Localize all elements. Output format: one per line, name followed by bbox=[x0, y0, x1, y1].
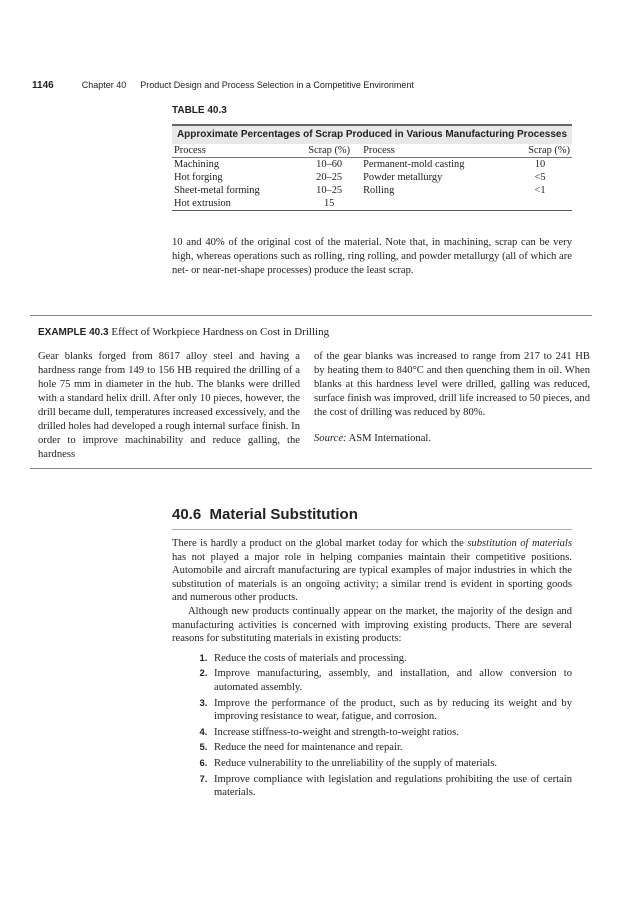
chapter-title: Product Design and Process Selection in a Competitive Environment bbox=[140, 80, 414, 90]
table-row bbox=[172, 184, 572, 197]
list-item: 1. Reduce the costs of materials and processing. bbox=[210, 652, 572, 666]
col-header: Scrap (%) bbox=[297, 144, 361, 158]
cell: <1 bbox=[534, 185, 546, 196]
cell: <5 bbox=[534, 172, 546, 183]
example-left-column: Gear blanks forged from 8617 alloy steel and having a hardness range from 149 to 156 HB required the drilling of a hole 75 mm in diameter in the hub. The blanks were drilled with a standard helix drill. After only 10 pieces, however, the drill became dull, temperatures increased excessively, and the drilled holes had developed a rough internal surface finish. In order to improve machinability and reduce galling, the hardness bbox=[38, 351, 300, 460]
chapter-number: Chapter 40 bbox=[81, 80, 127, 90]
running-header bbox=[32, 80, 414, 91]
table-row bbox=[172, 158, 572, 172]
list-item: 2. Improve manufacturing, assembly, and installation, and allow conversion to automated assembly. bbox=[210, 667, 572, 694]
table-title: Approximate Percentages of Scrap Produced in Various Manufacturing Processes bbox=[172, 124, 572, 144]
cell: 15 bbox=[323, 198, 335, 209]
table-header-row bbox=[172, 144, 572, 158]
cell: Sheet-metal forming bbox=[174, 185, 260, 196]
example-right-column bbox=[314, 350, 590, 446]
col-header: Scrap (%) bbox=[508, 144, 572, 158]
example-top-rule bbox=[30, 315, 592, 316]
reasons-list bbox=[190, 652, 572, 800]
cell: Powder metallurgy bbox=[363, 172, 443, 183]
cell: 10 bbox=[534, 159, 546, 170]
table-row bbox=[172, 197, 572, 211]
text: has not played a major role in helping companies maintain their competitive positions. Automobile and aircraft manufacturing are typical examples of major industries in which the substitution of materials is an ongoing activity; a similar trend is evident in sporting goods and numerous other products. bbox=[172, 551, 572, 604]
section-heading bbox=[172, 506, 358, 523]
example-label: EXAMPLE 40.3 bbox=[38, 327, 109, 338]
example-bottom-rule bbox=[30, 468, 592, 469]
section-title: Material Substitution bbox=[209, 506, 358, 523]
section-paragraph-2: Although new products continually appear on the market, the majority of the design and manufacturing activities is concerned with improving existing products. There are several reasons for substituting materials in existing products: bbox=[172, 605, 572, 645]
cell bbox=[361, 197, 508, 211]
cell: 10–60 bbox=[316, 159, 343, 170]
section-body bbox=[172, 537, 572, 802]
scrap-table bbox=[172, 144, 572, 211]
cell: Permanent-mold casting bbox=[363, 159, 465, 170]
cell: 20–25 bbox=[316, 172, 343, 183]
section-rule bbox=[172, 529, 572, 530]
section-paragraph-1 bbox=[172, 537, 572, 605]
section-number: 40.6 bbox=[172, 506, 202, 523]
intro-paragraph: 10 and 40% of the original cost of the material. Note that, in machining, scrap can be very high, whereas operations such as rolling, ring rolling, and powder metallurgy (all of which are net- or near-net-shape processes) produce the least scrap. bbox=[172, 237, 572, 276]
col-header: Process bbox=[361, 144, 508, 158]
cell: Hot extrusion bbox=[174, 198, 231, 209]
example-source bbox=[314, 432, 590, 446]
source-label: Source: bbox=[314, 433, 347, 444]
page-number: 1146 bbox=[32, 80, 54, 91]
cell: Rolling bbox=[363, 185, 395, 196]
cell: 10–25 bbox=[316, 185, 343, 196]
cell: Hot forging bbox=[174, 172, 223, 183]
list-item: 5. Reduce the need for maintenance and repair. bbox=[210, 741, 572, 755]
source-text: ASM International. bbox=[348, 433, 432, 444]
table-row bbox=[172, 171, 572, 184]
cell: Machining bbox=[174, 159, 220, 170]
list-item: 6. Reduce vulnerability to the unreliability of the supply of materials. bbox=[210, 757, 572, 771]
example-heading bbox=[38, 326, 329, 338]
list-item: 4. Increase stiffness-to-weight and strength-to-weight ratios. bbox=[210, 726, 572, 740]
example-right-text: of the gear blanks was increased to range from 217 to 241 HB by heating them to 840°C and then quenching them in oil. When blanks at this hardness level were drilled, galling was reduced, surface finish was improved, drill life increased to 50 pieces, and the cost of drilling was reduced by 80%. bbox=[314, 351, 590, 418]
text: There is hardly a product on the global market today for which the bbox=[172, 538, 468, 549]
emphasis: substitution of materials bbox=[467, 538, 572, 549]
cell bbox=[508, 197, 572, 211]
col-header: Process bbox=[172, 144, 297, 158]
example-title: Effect of Workpiece Hardness on Cost in Drilling bbox=[111, 326, 330, 338]
table-label: TABLE 40.3 bbox=[172, 105, 227, 116]
list-item: 3. Improve the performance of the product, such as by reducing its weight and by improving resistance to wear, fatigue, and corrosion. bbox=[210, 697, 572, 724]
list-item: 7. Improve compliance with legislation and regulations prohibiting the use of certain materials. bbox=[210, 773, 572, 800]
